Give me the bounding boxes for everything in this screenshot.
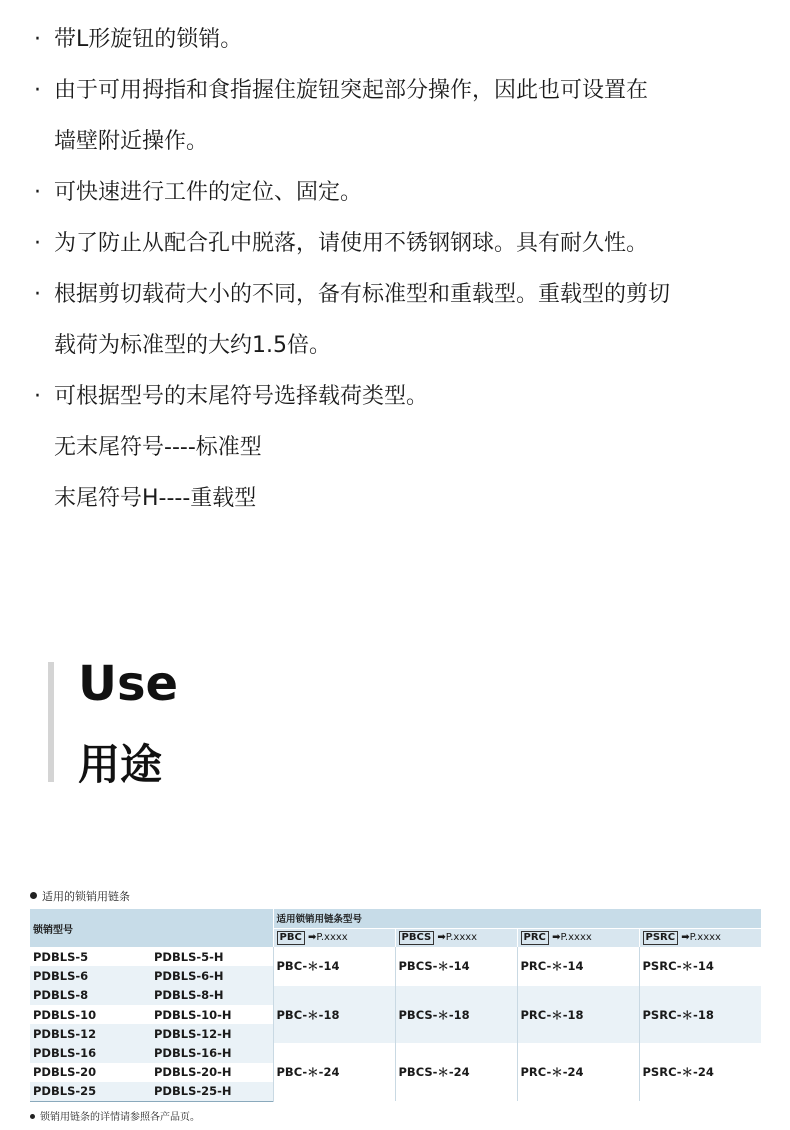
table-row <box>30 986 761 1005</box>
model-h-cell: PDBLS-6-H <box>151 966 273 985</box>
feature-item <box>34 218 774 269</box>
code-box: PSRC <box>643 931 679 945</box>
code-box: PBC <box>277 931 305 945</box>
feature-item <box>34 269 774 371</box>
chain-cell: PBCS-＊-18 <box>395 986 517 1044</box>
feature-item <box>34 167 774 218</box>
model-h-cell: PDBLS-5-H <box>151 947 273 966</box>
chain-cell: PSRC-＊-18 <box>639 986 761 1044</box>
chain-cell: PBCS-＊-24 <box>395 1043 517 1101</box>
bullet: · <box>34 231 41 256</box>
header-chain-group: 适用锁销用链条型号 <box>273 909 761 928</box>
model-h-cell: PDBLS-10-H <box>151 1005 273 1024</box>
model-h-cell: PDBLS-12-H <box>151 1024 273 1043</box>
table-title-text: 适用的锁销用链条 <box>42 890 130 903</box>
feature-text: 根据剪切载荷大小的不同，备有标准型和重载型。重载型的剪切 <box>54 282 671 307</box>
bullet: · <box>34 384 41 409</box>
use-title-zh: 用途 <box>78 740 163 789</box>
footnote-text: 锁销用链条的详情请参照各产品页。 <box>40 1112 200 1123</box>
table-row <box>30 1043 761 1062</box>
bullet-dot-icon <box>30 1114 35 1119</box>
chain-cell: PBC-＊-24 <box>273 1043 395 1101</box>
header-pbcs <box>395 928 517 947</box>
use-section <box>48 656 179 789</box>
bullet: · <box>34 27 41 52</box>
header-pbc <box>273 928 395 947</box>
model-cell: PDBLS-20 <box>33 1065 97 1080</box>
chain-cell: PBC-＊-14 <box>273 947 395 986</box>
bullet: · <box>34 78 41 103</box>
model-cell: PDBLS-12 <box>33 1026 97 1041</box>
model-cell: PDBLS-6 <box>33 968 89 983</box>
header-prc <box>517 928 639 947</box>
chain-cell: PBCS-＊-14 <box>395 947 517 986</box>
arrow-right-icon: ➡ <box>437 931 446 943</box>
chain-cell: PBC-＊-18 <box>273 986 395 1044</box>
header-model: 锁销型号 <box>30 909 273 947</box>
arrow-right-icon: ➡ <box>307 931 317 943</box>
feature-text: 带L形旋钮的锁销。 <box>54 27 243 52</box>
model-h-cell: PDBLS-16-H <box>151 1043 273 1062</box>
table-title <box>30 888 130 904</box>
model-cell: PDBLS-5 <box>33 949 89 964</box>
model-cell: PDBLS-25 <box>30 1082 151 1101</box>
arrow-right-icon: ➡ <box>552 931 561 943</box>
code-box: PRC <box>521 931 549 945</box>
feature-item <box>34 65 774 167</box>
model-cell: PDBLS-10 <box>33 1007 97 1022</box>
feature-list <box>34 14 774 524</box>
footnote <box>30 1108 200 1123</box>
feature-text: 无末尾符号----标准型 <box>54 435 262 460</box>
model-cell: PDBLS-8 <box>33 988 89 1003</box>
table-row <box>30 947 761 966</box>
chain-cell: PSRC-＊-24 <box>639 1043 761 1101</box>
bullet: · <box>34 282 41 307</box>
model-h-cell: PDBLS-8-H <box>151 986 273 1005</box>
feature-item <box>34 14 774 65</box>
feature-text: 可根据型号的末尾符号选择载荷类型。 <box>54 384 429 409</box>
page-ref-link[interactable]: P.xxxx <box>689 931 721 943</box>
page-ref-link[interactable]: P.xxxx <box>560 931 592 943</box>
page-ref-link[interactable]: P.xxxx <box>316 931 348 943</box>
model-h-cell: PDBLS-25-H <box>151 1082 273 1101</box>
feature-text: 可快速进行工件的定位、固定。 <box>54 180 363 205</box>
header-psrc <box>639 928 761 947</box>
feature-item <box>34 371 774 524</box>
code-box: PBCS <box>399 931 435 945</box>
arrow-right-icon: ➡ <box>681 931 690 943</box>
chain-cell: PRC-＊-24 <box>517 1043 639 1101</box>
feature-text: 墙壁附近操作。 <box>54 129 209 154</box>
feature-text: 载荷为标准型的大约1.5倍。 <box>54 333 331 358</box>
use-title-en: Use <box>78 656 179 712</box>
feature-text: 末尾符号H----重载型 <box>54 486 257 511</box>
feature-text: 为了防止从配合孔中脱落，请使用不锈钢钢球。具有耐久性。 <box>54 231 649 256</box>
bullet: · <box>34 180 41 205</box>
model-h-cell: PDBLS-20-H <box>151 1063 273 1082</box>
bullet-dot-icon <box>30 892 37 899</box>
chain-cell: PRC-＊-18 <box>517 986 639 1044</box>
chain-cell: PRC-＊-14 <box>517 947 639 986</box>
model-cell: PDBLS-16 <box>33 1046 97 1061</box>
chain-cell: PSRC-＊-14 <box>639 947 761 986</box>
page-ref-link[interactable]: P.xxxx <box>445 931 478 943</box>
feature-text: 由于可用拇指和食指握住旋钮突起部分操作，因此也可设置在 <box>54 78 649 103</box>
chain-table <box>30 909 761 1102</box>
